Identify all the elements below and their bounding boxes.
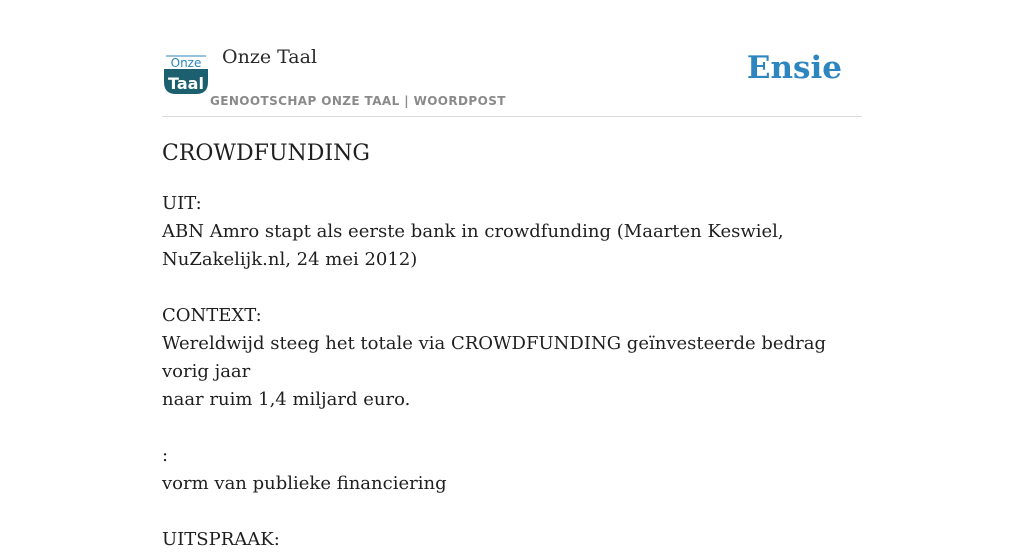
logo-text-top: Onze xyxy=(170,56,202,70)
site-header xyxy=(162,44,862,117)
entry-content xyxy=(162,138,872,554)
source-line-1: ABN Amro stapt als eerste bank in crowdfunding (Maarten Keswiel, xyxy=(162,221,784,242)
pronunciation-label: UITSPRAAK: xyxy=(162,529,280,550)
site-subtitle: GENOOTSCHAP ONZE TAAL | WOORDPOST xyxy=(210,94,506,108)
context-line-1: Wereldwijd steeg het totale via CROWDFUNDING geïnvesteerde bedrag vorig jaar xyxy=(162,333,826,382)
source-line-2: NuZakelijk.nl, 24 mei 2012) xyxy=(162,249,418,270)
logo-text-bottom: Taal xyxy=(168,74,204,93)
ensie-brand-logo[interactable]: Ensie xyxy=(746,50,842,86)
spacer xyxy=(162,498,872,526)
entry-title: CROWDFUNDING xyxy=(162,141,370,166)
site-name[interactable]: Onze Taal xyxy=(222,46,318,68)
meaning-line-1: vorm van publieke financiering xyxy=(162,473,447,494)
spacer xyxy=(162,274,872,302)
context-label: CONTEXT: xyxy=(162,305,262,326)
context-line-2: naar ruim 1,4 miljard euro. xyxy=(162,389,411,410)
source-label: UIT: xyxy=(162,193,202,214)
meaning-label: : xyxy=(162,445,169,466)
onze-taal-logo[interactable] xyxy=(162,54,210,96)
spacer xyxy=(162,414,872,442)
